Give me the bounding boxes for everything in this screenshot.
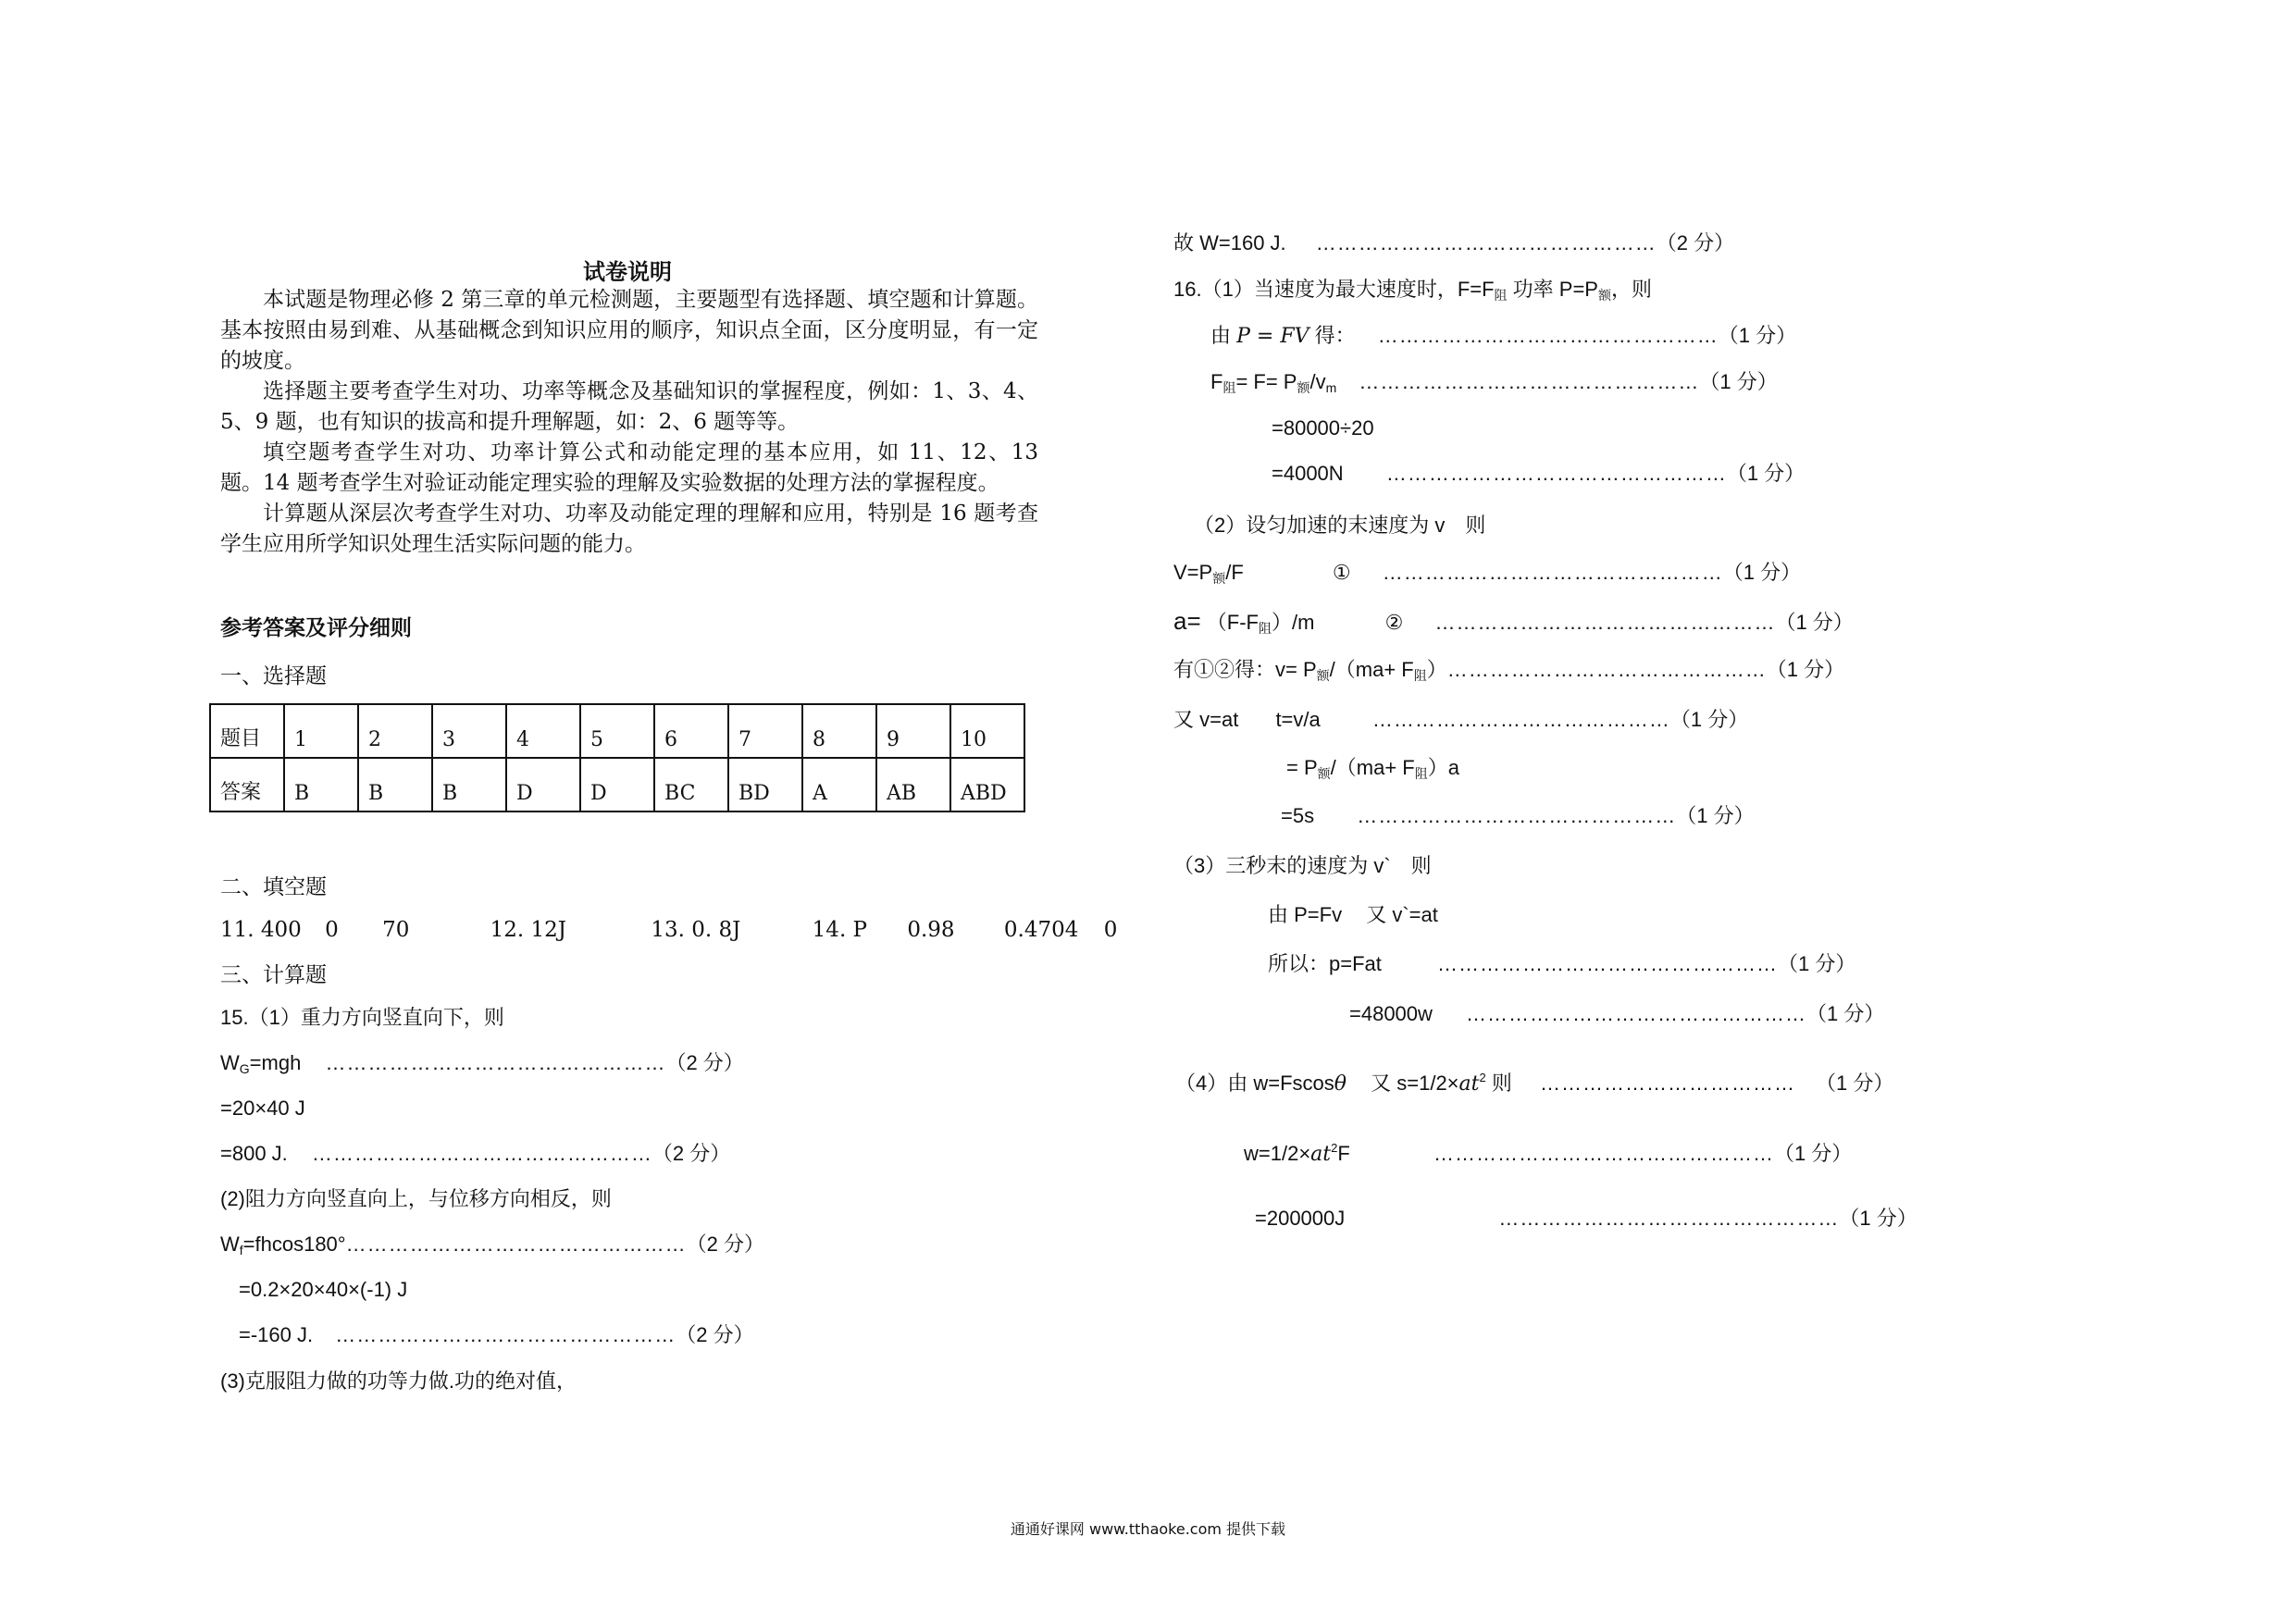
table-cell: 6 [654, 704, 728, 758]
formula-text: = P [1286, 756, 1318, 779]
formula-text: at [1458, 1072, 1480, 1096]
score: （1 分） [1722, 561, 1802, 584]
score: （1 分） [1726, 462, 1806, 485]
table-cell: D [580, 758, 654, 812]
fill-value: 13. 0. 8J [651, 918, 741, 942]
formula-text: = F= P [1235, 370, 1297, 393]
equation-mark: ② [1384, 611, 1404, 634]
leader-dots: ………………………………………… [335, 1323, 676, 1346]
formula-line [1173, 706, 1748, 734]
table-cell: ABD [950, 758, 1024, 812]
formula-line [239, 1321, 754, 1349]
table-cell: BD [728, 758, 802, 812]
leader-dots: ………………………………………… [325, 1051, 666, 1074]
formula-text: ）/m [1272, 611, 1315, 634]
subscript: 额 [1597, 288, 1611, 303]
page-footer: 通通好课网 www.tthaoke.com 提供下载 [1010, 1520, 1286, 1538]
score: （2 分） [1656, 231, 1735, 254]
formula-line: =20×40 J [220, 1096, 305, 1120]
section-calc: 三、计算题 [220, 963, 327, 987]
formula-line [1268, 950, 1855, 978]
formula-line [220, 1049, 744, 1083]
score: （1 分） [1839, 1207, 1917, 1230]
formula-line [1173, 656, 1844, 689]
table-cell: D [506, 758, 580, 812]
formula-text: 则 [1485, 1072, 1512, 1095]
q16-part2: （2）设匀加速的末速度为 v 则 [1194, 514, 1486, 537]
fill-value: 70 [382, 918, 410, 942]
intro-paragraph: 本试题是物理必修 2 第三章的单元检测题，主要题型有选择题、填空题和计算题。基本按照由易到难、从基础概念到知识应用的顺序，知识点全面，区分度明显，有一定的坡度。 [220, 288, 1038, 373]
leader-dots: ………………………………………… [1498, 1207, 1840, 1230]
leader-dots: ………………………………………… [1382, 561, 1723, 584]
formula-line [1272, 460, 1805, 488]
formula-line [1173, 229, 1734, 257]
score: （1 分） [1806, 1002, 1885, 1025]
formula-text: =200000J [1255, 1207, 1346, 1230]
leader-dots: ………………………………………… [1433, 1142, 1774, 1165]
leader-dots: ………………………………………… [1437, 952, 1778, 975]
fill-answers [220, 916, 1117, 944]
formula-line [220, 1140, 730, 1168]
leader-dots: ………………………………………… [1359, 370, 1700, 393]
formula-text: V=P [1173, 561, 1213, 584]
formula-text: =mgh [249, 1051, 302, 1074]
formula-text: θ [1334, 1072, 1347, 1096]
formula-text: 又 v=at [1173, 708, 1239, 731]
table-cell: 答案 [210, 758, 284, 812]
leader-dots: ………………………………………… [345, 1233, 687, 1256]
formula-text: ，则 [1610, 278, 1652, 301]
table-cell: B [358, 758, 432, 812]
formula-text: ）a [1427, 756, 1459, 779]
table-cell: 2 [358, 704, 432, 758]
formula-text: 故 W=160 J. [1173, 231, 1286, 254]
leader-dots: ………………………………………… [311, 1142, 652, 1165]
leader-dots: ………………………………………… [1385, 462, 1727, 485]
intro-paragraph: 计算题从深层次考查学生对功、功率及动能定理的理解和应用，特别是 16 题考查学生应用所学知识处理生活实际问题的能力。 [220, 502, 1038, 556]
score: （1 分） [1775, 611, 1854, 634]
fill-value: 0 [325, 918, 339, 942]
formula-line [1286, 754, 1459, 787]
table-cell: 7 [728, 704, 802, 758]
table-cell: 5 [580, 704, 654, 758]
superscript: 2 [1479, 1071, 1486, 1084]
formula-text: at [1310, 1143, 1332, 1166]
subscript: 阻 [1259, 621, 1272, 636]
formula-text: 功率 P=P [1507, 278, 1598, 301]
table-cell: 1 [284, 704, 358, 758]
superscript: 2 [1331, 1141, 1338, 1155]
fill-value: 14. P [812, 918, 868, 942]
section-fill: 二、填空题 [220, 875, 327, 899]
formula-text: 又 s=1/2× [1371, 1072, 1459, 1095]
intro-paragraph: 填空题考查学生对功、功率计算公式和动能定理的基本应用，如 11、12、13 题。14 题考查学生对验证动能定理实验的理解及实验数据的处理方法的掌握程度。 [220, 440, 1038, 495]
leader-dots: ……………………………………… [1357, 804, 1677, 827]
intro-text [220, 285, 1038, 560]
q15-part1: 15.（1）重力方向竖直向下，则 [220, 1006, 504, 1029]
score: （2 分） [665, 1051, 744, 1074]
table-row [210, 758, 1024, 812]
fill-value: 11. 400 [220, 918, 302, 942]
table-cell: 4 [506, 704, 580, 758]
leader-dots: ……………………………………… [1446, 658, 1767, 681]
formula-text: （4）由 w=Fscos [1175, 1072, 1334, 1095]
formula-text: F [1210, 370, 1223, 393]
table-cell: 3 [432, 704, 506, 758]
formula-text: w=1/2× [1244, 1142, 1311, 1165]
answer-table [209, 703, 1025, 812]
subscript: 额 [1297, 380, 1310, 395]
leader-dots: ……………………………… [1540, 1072, 1795, 1095]
subscript: 阻 [1494, 288, 1508, 303]
score: （1 分） [1718, 324, 1797, 347]
formula-line [1210, 368, 1778, 402]
formula-line [1173, 559, 1801, 592]
fill-value: 0.98 [907, 918, 955, 942]
formula-text: 由 [1210, 324, 1237, 347]
formula-text: a= [1173, 607, 1201, 635]
table-cell: A [802, 758, 876, 812]
score: （1 分） [1773, 1142, 1853, 1165]
table-cell: 10 [950, 704, 1024, 758]
formula-text: P = FV [1236, 325, 1309, 348]
formula-line [1268, 901, 1438, 929]
fill-value: 0 [1103, 918, 1118, 942]
fill-value: 0.4704 [1003, 918, 1079, 942]
formula-text: F [1337, 1142, 1350, 1165]
formula-text: 所以：p=Fat [1268, 952, 1382, 975]
formula-text: /（ma+ F [1330, 756, 1415, 779]
formula-line: =0.2×20×40×(-1) J [239, 1278, 408, 1301]
score: （1 分） [1816, 1072, 1894, 1095]
score: （2 分） [676, 1323, 754, 1346]
leader-dots: ………………………………………… [1377, 324, 1719, 347]
formula-text: =48000w [1349, 1002, 1433, 1025]
answers-heading: 参考答案及评分细则 [220, 615, 412, 640]
leader-dots: …………………………………… [1371, 708, 1670, 731]
table-cell: 题目 [210, 704, 284, 758]
subscript: G [239, 1061, 250, 1076]
score: （1 分） [1778, 952, 1856, 975]
formula-text: /（ma+ F [1329, 658, 1414, 681]
formula-text: /v [1309, 370, 1326, 393]
formula-text: W [220, 1051, 240, 1074]
table-row [210, 704, 1024, 758]
subscript: 额 [1316, 668, 1330, 683]
formula-text: =4000N [1272, 462, 1344, 485]
formula-text: 又 v`=at [1366, 903, 1438, 926]
formula-text: （F-F [1206, 611, 1259, 634]
score: （1 分） [1676, 804, 1755, 827]
score: （1 分） [1766, 658, 1845, 681]
subscript: m [1325, 380, 1337, 395]
table-cell: 9 [876, 704, 950, 758]
leader-dots: ………………………………………… [1466, 1002, 1807, 1025]
formula-text: 得： [1309, 324, 1356, 347]
leader-dots: ………………………………………… [1315, 231, 1657, 254]
formula-text: W [220, 1233, 240, 1256]
intro-paragraph: 选择题主要考查学生对功、功率等概念及基础知识的掌握程度，例如：1、3、4、5、9 题，也有知识的拔高和提升理解题，如：2、6 题等等。 [220, 379, 1038, 434]
fill-value: 12. 12J [490, 918, 567, 942]
formula-line [1255, 1205, 1917, 1233]
q16-part1 [1173, 276, 1652, 309]
formula-text: =fhcos180° [242, 1233, 346, 1256]
q16-part3: （3）三秒末的速度为 v` 则 [1173, 854, 1432, 877]
table-cell: B [432, 758, 506, 812]
subscript: 额 [1317, 766, 1331, 781]
formula-line [1244, 1134, 1852, 1169]
formula-text: /F [1225, 561, 1244, 584]
score: （1 分） [1669, 708, 1749, 731]
formula-text: =5s [1281, 804, 1315, 827]
formula-text: ） [1426, 658, 1447, 681]
formula-line [1210, 322, 1796, 351]
formula-text: 由 P=Fv [1268, 903, 1343, 926]
formula-line [1281, 802, 1755, 830]
score: （2 分） [686, 1233, 764, 1256]
score: （2 分） [652, 1142, 731, 1165]
equation-mark: ① [1332, 561, 1351, 584]
formula-text: =800 J. [220, 1142, 288, 1165]
formula-line [1349, 1000, 1884, 1028]
formula-text: 16.（1）当速度为最大速度时，F=F [1173, 278, 1495, 301]
table-cell: 8 [802, 704, 876, 758]
formula-text: t=v/a [1275, 708, 1321, 731]
formula-text: 有①②得：v= P [1173, 658, 1317, 681]
q16-part4 [1175, 1064, 1893, 1098]
subscript: f [239, 1243, 243, 1258]
section-choice: 一、选择题 [220, 664, 327, 688]
formula-text: =-160 J. [239, 1323, 314, 1346]
table-cell: B [284, 758, 358, 812]
formula-line [1173, 607, 1854, 642]
subscript: 阻 [1413, 668, 1427, 683]
table-cell: BC [654, 758, 728, 812]
formula-line [220, 1231, 764, 1264]
page-title: 试卷说明 [583, 258, 672, 285]
subscript: 阻 [1414, 766, 1428, 781]
formula-line: =80000÷20 [1272, 416, 1374, 440]
leader-dots: ………………………………………… [1434, 611, 1776, 634]
q15-part3: (3)克服阻力做的功等力做.功的绝对值， [220, 1369, 577, 1393]
subscript: 阻 [1222, 380, 1236, 395]
q15-part2: (2)阻力方向竖直向上，与位移方向相反，则 [220, 1187, 612, 1210]
score: （1 分） [1699, 370, 1778, 393]
table-cell: AB [876, 758, 950, 812]
subscript: 额 [1212, 571, 1226, 586]
